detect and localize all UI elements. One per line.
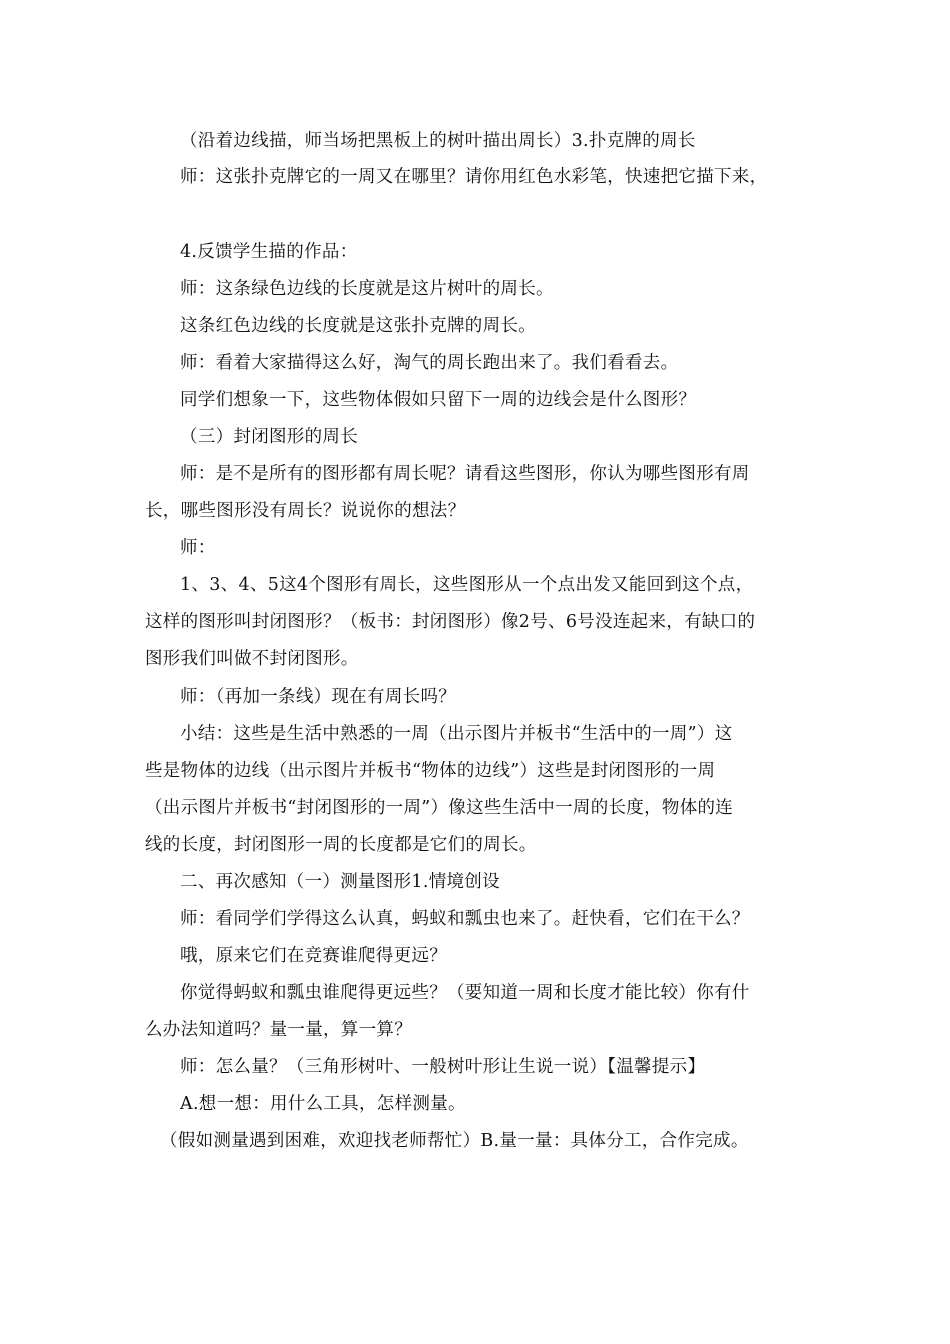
text-line: （假如测量遇到困难，欢迎找老师帮忙）B.量一量：具体分工，合作完成。 xyxy=(160,1131,749,1151)
text-line: 师： xyxy=(180,538,216,558)
text-line: （出示图片并板书“封闭图形的一周”）像这些生活中一周的长度，物体的连 xyxy=(145,798,734,818)
text-line: 图形我们叫做不封闭图形。 xyxy=(145,649,359,669)
text-line: 些是物体的边线（出示图片并板书“物体的边线”）这些是封闭图形的一周 xyxy=(145,761,716,781)
text-line: 4.反馈学生描的作品： xyxy=(180,242,358,262)
section-heading: 二、再次感知（一）测量图形1.情境创设 xyxy=(180,872,500,892)
text-line: 这条红色边线的长度就是这张扑克牌的周长。 xyxy=(180,316,536,336)
text-line: 么办法知道吗？量一量，算一算？ xyxy=(145,1020,412,1040)
text-line: 同学们想象一下，这些物体假如只留下一周的边线会是什么图形？ xyxy=(180,390,697,410)
text-line: 师：看着大家描得这么好，淘气的周长跑出来了。我们看看去。 xyxy=(180,353,679,373)
text-line: 师：是不是所有的图形都有周长呢？请看这些图形，你认为哪些图形有周 xyxy=(180,464,750,484)
text-line: 哦，原来它们在竞赛谁爬得更远？ xyxy=(180,946,447,966)
text-line: 这样的图形叫封闭图形？（板书：封闭图形）像2号、6号没连起来，有缺口的 xyxy=(145,612,756,632)
text-line: （沿着边线描，师当场把黑板上的树叶描出周长）3.扑克牌的周长 xyxy=(180,131,696,151)
text-line: 你觉得蚂蚁和瓢虫谁爬得更远些？（要知道一周和长度才能比较）你有什 xyxy=(180,983,750,1003)
text-line: 长，哪些图形没有周长？说说你的想法？ xyxy=(145,501,466,521)
text-line: 线的长度，封闭图形一周的长度都是它们的周长。 xyxy=(145,835,537,855)
text-line: 师：这条绿色边线的长度就是这片树叶的周长。 xyxy=(180,279,554,299)
text-line: 师：这张扑克牌它的一周又在哪里？请你用红色水彩笔，快速把它描下来， xyxy=(180,167,768,187)
text-line: 师：看同学们学得这么认真，蚂蚁和瓢虫也来了。赶快看，它们在干么？ xyxy=(180,909,750,929)
section-heading: （三）封闭图形的周长 xyxy=(180,427,358,447)
text-line: 师：怎么量？（三角形树叶、一般树叶形让生说一说）【温馨提示】 xyxy=(180,1057,706,1077)
text-line: 1、3、4、5这4个图形有周长，这些图形从一个点出发又能回到这个点， xyxy=(180,575,754,595)
text-line: A.想一想：用什么工具，怎样测量。 xyxy=(180,1094,466,1114)
text-line: 小结：这些是生活中熟悉的一周（出示图片并板书“生活中的一周”）这 xyxy=(180,724,733,744)
text-line: 师：（再加一条线）现在有周长吗？ xyxy=(180,687,457,707)
